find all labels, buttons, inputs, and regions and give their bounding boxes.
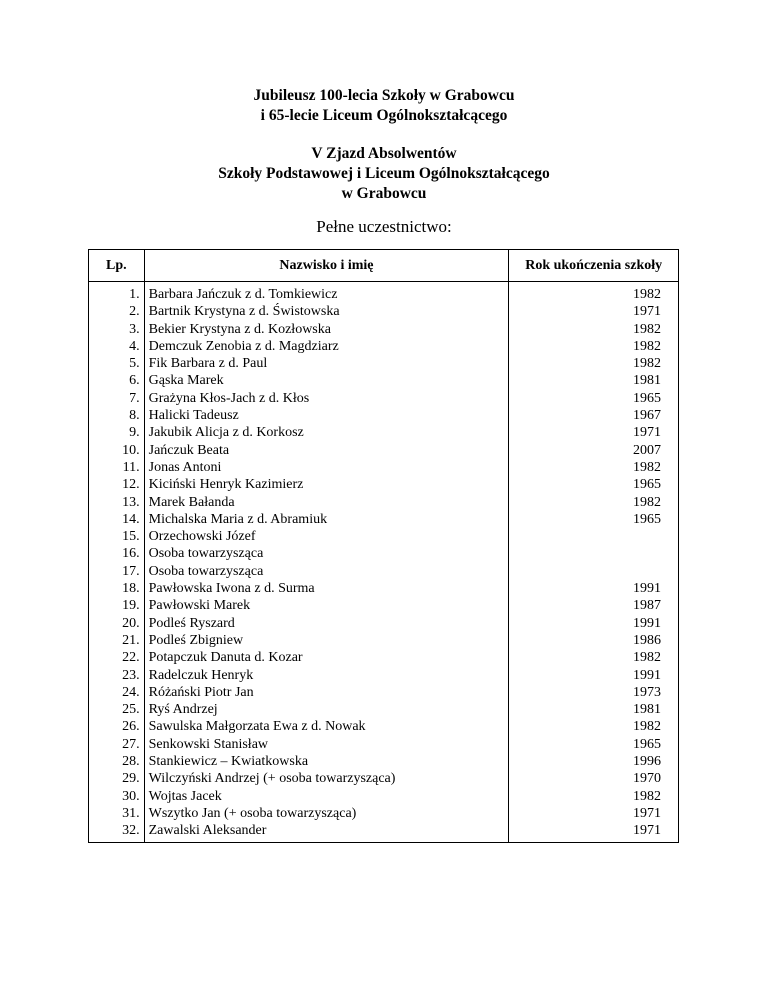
- row-number: 15.: [89, 528, 145, 545]
- row-number: 21.: [89, 632, 145, 649]
- document-subtitle: [0, 144, 768, 204]
- subtitle-line-3: w Grabowcu: [341, 185, 427, 202]
- section-label: Pełne uczestnictwo:: [316, 217, 452, 236]
- graduation-year: 1991: [509, 615, 679, 632]
- participant-name: Michalska Maria z d. Abramiuk: [144, 511, 509, 528]
- graduation-year: [509, 528, 679, 545]
- table-row: [89, 282, 679, 304]
- participant-name: Jonas Antoni: [144, 459, 509, 476]
- participant-name: Marek Bałanda: [144, 494, 509, 511]
- row-number: 13.: [89, 494, 145, 511]
- participant-name: Wilczyński Andrzej (+ osoba towarzysząca): [144, 770, 509, 787]
- participant-name: Kiciński Henryk Kazimierz: [144, 476, 509, 493]
- row-number: 1.: [89, 282, 145, 304]
- row-number: 30.: [89, 788, 145, 805]
- table-row: [89, 321, 679, 338]
- graduation-year: 1991: [509, 580, 679, 597]
- row-number: 20.: [89, 615, 145, 632]
- table-row: [89, 407, 679, 424]
- row-number: 24.: [89, 684, 145, 701]
- table-row: [89, 805, 679, 822]
- participant-name: Radelczuk Henryk: [144, 667, 509, 684]
- participant-name: Pawłowski Marek: [144, 597, 509, 614]
- graduation-year: [509, 545, 679, 562]
- row-number: 31.: [89, 805, 145, 822]
- row-number: 28.: [89, 753, 145, 770]
- graduation-year: 1982: [509, 718, 679, 735]
- row-number: 9.: [89, 424, 145, 441]
- table-row: [89, 545, 679, 562]
- table-row: [89, 563, 679, 580]
- graduation-year: 1982: [509, 338, 679, 355]
- participants-table: [88, 249, 679, 843]
- row-number: 17.: [89, 563, 145, 580]
- graduation-year: 1982: [509, 355, 679, 372]
- graduation-year: 1982: [509, 494, 679, 511]
- row-number: 26.: [89, 718, 145, 735]
- participant-name: Osoba towarzysząca: [144, 545, 509, 562]
- graduation-year: 1971: [509, 822, 679, 842]
- row-number: 10.: [89, 442, 145, 459]
- participant-name: Pawłowska Iwona z d. Surma: [144, 580, 509, 597]
- row-number: 16.: [89, 545, 145, 562]
- table-row: [89, 355, 679, 372]
- title-line-2: i 65-lecie Liceum Ogólnokształcącego: [260, 107, 508, 124]
- graduation-year: 1986: [509, 632, 679, 649]
- graduation-year: 1982: [509, 282, 679, 304]
- row-number: 23.: [89, 667, 145, 684]
- table-row: [89, 667, 679, 684]
- table-row: [89, 718, 679, 735]
- row-number: 8.: [89, 407, 145, 424]
- table-row: [89, 528, 679, 545]
- table-row: [89, 597, 679, 614]
- participant-name: Bartnik Krystyna z d. Świstowska: [144, 303, 509, 320]
- participant-name: Bekier Krystyna z d. Kozłowska: [144, 321, 509, 338]
- row-number: 19.: [89, 597, 145, 614]
- participant-name: Osoba towarzysząca: [144, 563, 509, 580]
- table-row: [89, 701, 679, 718]
- table-row: [89, 822, 679, 842]
- participant-name: Halicki Tadeusz: [144, 407, 509, 424]
- graduation-year: 1973: [509, 684, 679, 701]
- graduation-year: 1971: [509, 805, 679, 822]
- row-number: 27.: [89, 736, 145, 753]
- row-number: 18.: [89, 580, 145, 597]
- graduation-year: 1971: [509, 424, 679, 441]
- table-row: [89, 753, 679, 770]
- graduation-year: [509, 563, 679, 580]
- row-number: 25.: [89, 701, 145, 718]
- participant-name: Zawalski Aleksander: [144, 822, 509, 842]
- graduation-year: 1965: [509, 390, 679, 407]
- column-header-name: Nazwisko i imię: [144, 250, 509, 282]
- participant-name: Różański Piotr Jan: [144, 684, 509, 701]
- graduation-year: 1965: [509, 476, 679, 493]
- table-body: [89, 282, 679, 843]
- participant-name: Wojtas Jacek: [144, 788, 509, 805]
- graduation-year: 1981: [509, 372, 679, 389]
- table-row: [89, 372, 679, 389]
- table-row: [89, 459, 679, 476]
- graduation-year: 1987: [509, 597, 679, 614]
- participant-name: Orzechowski Józef: [144, 528, 509, 545]
- table-row: [89, 390, 679, 407]
- participant-name: Gąska Marek: [144, 372, 509, 389]
- table-row: [89, 770, 679, 787]
- table-row: [89, 511, 679, 528]
- row-number: 4.: [89, 338, 145, 355]
- participant-name: Podleś Ryszard: [144, 615, 509, 632]
- table-row: [89, 788, 679, 805]
- table-row: [89, 684, 679, 701]
- subtitle-line-1: V Zjazd Absolwentów: [311, 145, 457, 162]
- table-row: [89, 615, 679, 632]
- graduation-year: 1982: [509, 649, 679, 666]
- row-number: 5.: [89, 355, 145, 372]
- graduation-year: 1967: [509, 407, 679, 424]
- table-header-row: [89, 250, 679, 282]
- graduation-year: 1970: [509, 770, 679, 787]
- subtitle-line-2: Szkoły Podstawowej i Liceum Ogólnokształcącego: [218, 165, 550, 182]
- column-header-lp: Lp.: [89, 250, 145, 282]
- participant-name: Jakubik Alicja z d. Korkosz: [144, 424, 509, 441]
- table-row: [89, 424, 679, 441]
- table-row: [89, 736, 679, 753]
- participant-name: Ryś Andrzej: [144, 701, 509, 718]
- participant-name: Barbara Jańczuk z d. Tomkiewicz: [144, 282, 509, 304]
- participant-name: Senkowski Stanisław: [144, 736, 509, 753]
- table-row: [89, 476, 679, 493]
- row-number: 22.: [89, 649, 145, 666]
- participant-name: Demczuk Zenobia z d. Magdziarz: [144, 338, 509, 355]
- row-number: 29.: [89, 770, 145, 787]
- row-number: 3.: [89, 321, 145, 338]
- participant-name: Sawulska Małgorzata Ewa z d. Nowak: [144, 718, 509, 735]
- row-number: 6.: [89, 372, 145, 389]
- row-number: 2.: [89, 303, 145, 320]
- row-number: 11.: [89, 459, 145, 476]
- row-number: 14.: [89, 511, 145, 528]
- row-number: 7.: [89, 390, 145, 407]
- participant-name: Fik Barbara z d. Paul: [144, 355, 509, 372]
- title-line-1: Jubileusz 100-lecia Szkoły w Grabowcu: [253, 87, 515, 104]
- row-number: 32.: [89, 822, 145, 842]
- table-row: [89, 303, 679, 320]
- participant-name: Podleś Zbigniew: [144, 632, 509, 649]
- participant-name: Potapczuk Danuta d. Kozar: [144, 649, 509, 666]
- participant-name: Jańczuk Beata: [144, 442, 509, 459]
- graduation-year: 1965: [509, 736, 679, 753]
- participant-name: Wszytko Jan (+ osoba towarzysząca): [144, 805, 509, 822]
- graduation-year: 1982: [509, 321, 679, 338]
- graduation-year: 1971: [509, 303, 679, 320]
- graduation-year: 1982: [509, 459, 679, 476]
- graduation-year: 1965: [509, 511, 679, 528]
- graduation-year: 2007: [509, 442, 679, 459]
- graduation-year: 1982: [509, 788, 679, 805]
- row-number: 12.: [89, 476, 145, 493]
- graduation-year: 1981: [509, 701, 679, 718]
- table-row: [89, 580, 679, 597]
- column-header-year: Rok ukończenia szkoły: [509, 250, 679, 282]
- table-row: [89, 494, 679, 511]
- table-row: [89, 649, 679, 666]
- table-row: [89, 338, 679, 355]
- table-row: [89, 442, 679, 459]
- graduation-year: 1991: [509, 667, 679, 684]
- graduation-year: 1996: [509, 753, 679, 770]
- participant-name: Grażyna Kłos-Jach z d. Kłos: [144, 390, 509, 407]
- participant-name: Stankiewicz – Kwiatkowska: [144, 753, 509, 770]
- document-title: [0, 86, 768, 126]
- table-row: [89, 632, 679, 649]
